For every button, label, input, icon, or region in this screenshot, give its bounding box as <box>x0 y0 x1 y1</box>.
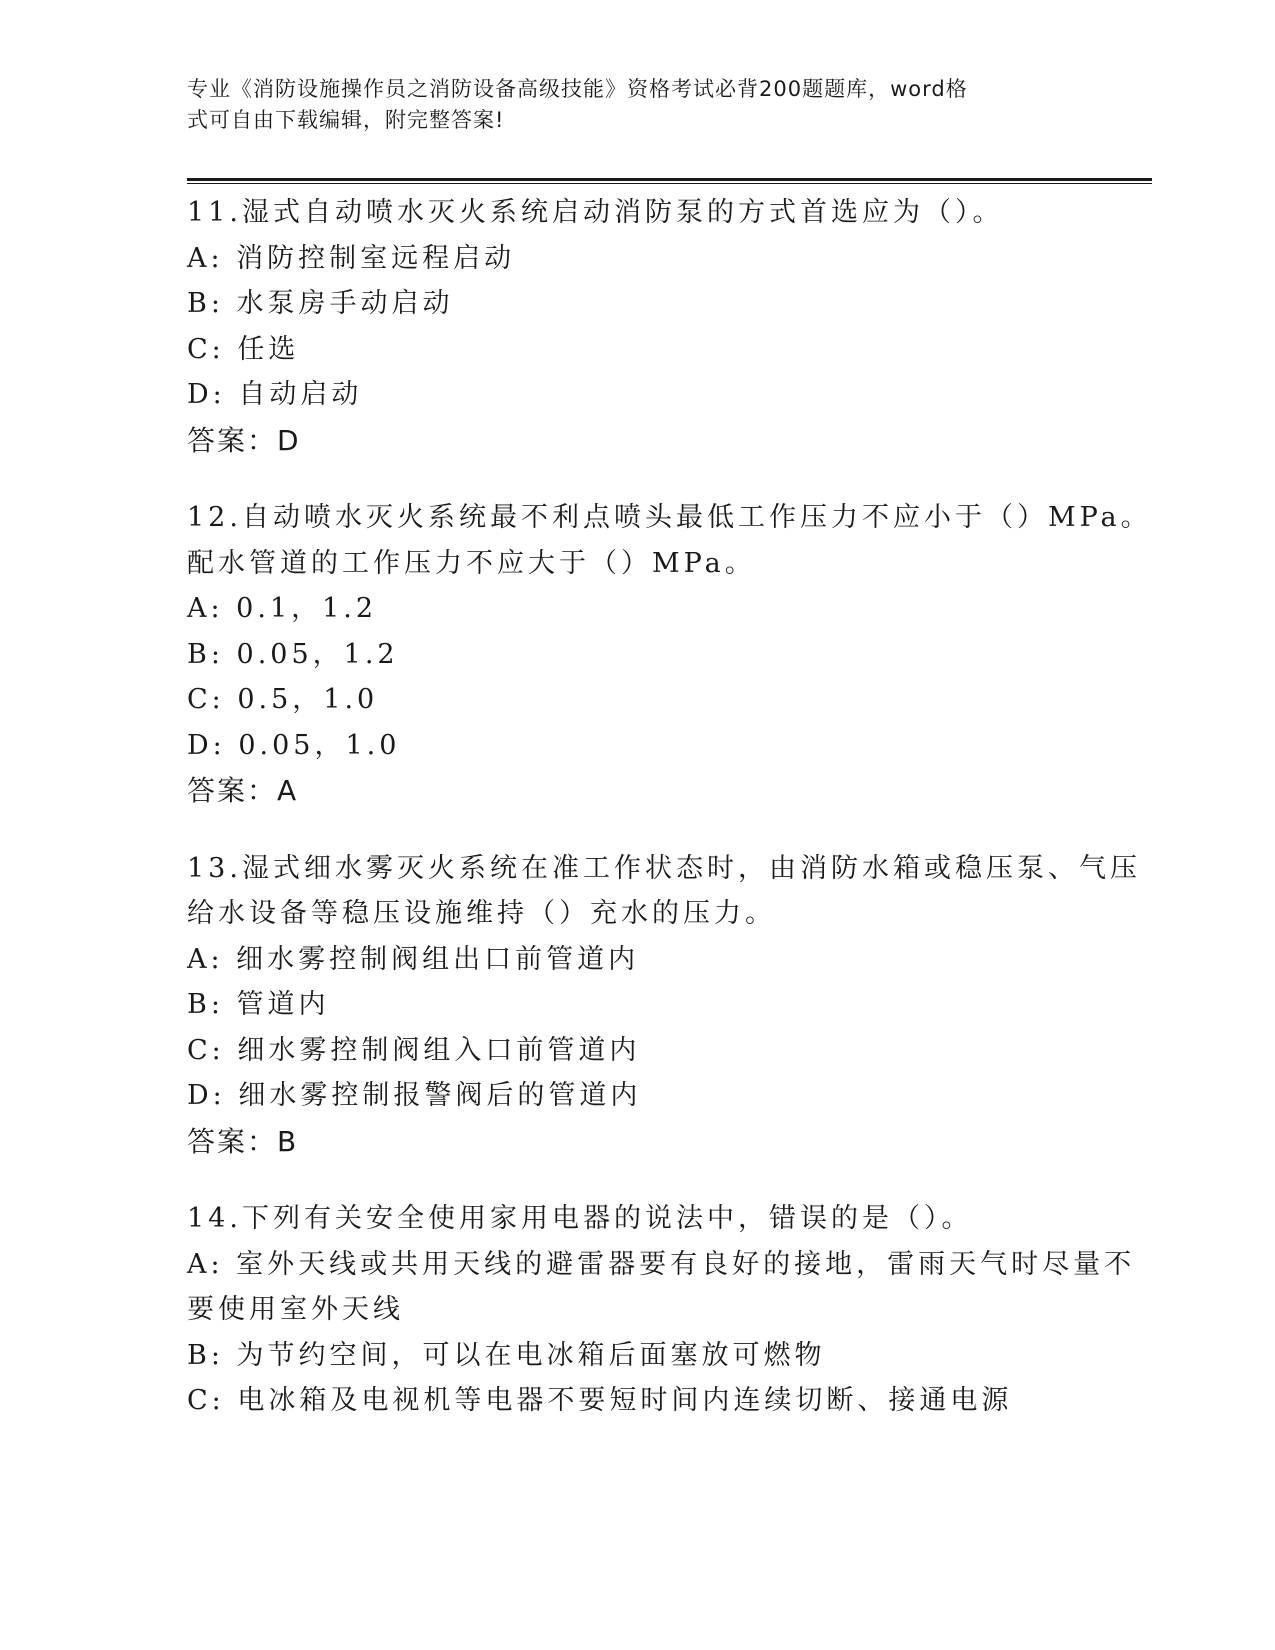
option-b: B: 为节约空间，可以在电冰箱后面塞放可燃物 <box>187 1339 826 1371</box>
question-list <box>187 190 1152 1456</box>
question-14 <box>187 1196 1136 1424</box>
option-c: C: 细水雾控制阀组入口前管道内 <box>187 1034 641 1066</box>
answer: 答案：B <box>187 1124 299 1158</box>
answer: 答案：A <box>187 774 299 807</box>
option-d: D: 自动启动 <box>187 379 363 410</box>
question-12 <box>187 495 1152 814</box>
option-b: B: 管道内 <box>187 989 330 1020</box>
option-d: D: 0.05，1.0 <box>187 729 401 761</box>
question-stem: 13.湿式细水雾灭火系统在准工作状态时，由消防水箱或稳压泵、气压 <box>187 852 1141 884</box>
header-line-2: 式可自由下载编辑，附完整答案! <box>187 108 505 132</box>
option-d: D: 细水雾控制报警阀后的管道内 <box>187 1080 642 1111</box>
option-a-continued: 要使用室外天线 <box>187 1294 404 1325</box>
question-stem: 12.自动喷水灭火系统最不利点喷头最低工作压力不应小于（）MPa。 <box>187 502 1152 533</box>
question-11 <box>187 190 1087 463</box>
option-b: B: 0.05，1.2 <box>187 638 399 670</box>
option-c: C: 电冰箱及电视机等电器不要短时间内连续切断、接通电源 <box>187 1385 1013 1416</box>
option-a: A: 室外天线或共用天线的避雷器要有良好的接地，雷雨天气时尽量不 <box>187 1248 1136 1280</box>
header-line-1: 专业《消防设施操作员之消防设备高级技能》资格考试必背200题题库，word格 <box>187 77 968 101</box>
document-header <box>187 74 1067 136</box>
header-divider-thin <box>187 183 1152 184</box>
option-a: A: 0.1，1.2 <box>187 593 378 624</box>
header-divider-thick <box>187 178 1152 181</box>
question-stem-continued: 给水设备等稳压设施维持（）充水的压力。 <box>187 898 776 929</box>
option-a: A: 消防控制室远程启动 <box>187 242 516 274</box>
option-b: B: 水泵房手动启动 <box>187 288 454 319</box>
question-stem: 11.湿式自动喷水灭火系统启动消防泵的方式首选应为（）。 <box>187 197 1004 228</box>
option-a: A: 细水雾控制阀组出口前管道内 <box>187 943 640 975</box>
answer: 答案：D <box>187 423 301 457</box>
question-stem-continued: 配水管道的工作压力不应大于（）MPa。 <box>187 547 756 579</box>
question-stem: 14.下列有关安全使用家用电器的说法中，错误的是（）。 <box>187 1203 973 1234</box>
question-13 <box>187 846 1141 1165</box>
option-c: C: 0.5，1.0 <box>187 684 379 715</box>
option-c: C: 任选 <box>187 333 300 365</box>
